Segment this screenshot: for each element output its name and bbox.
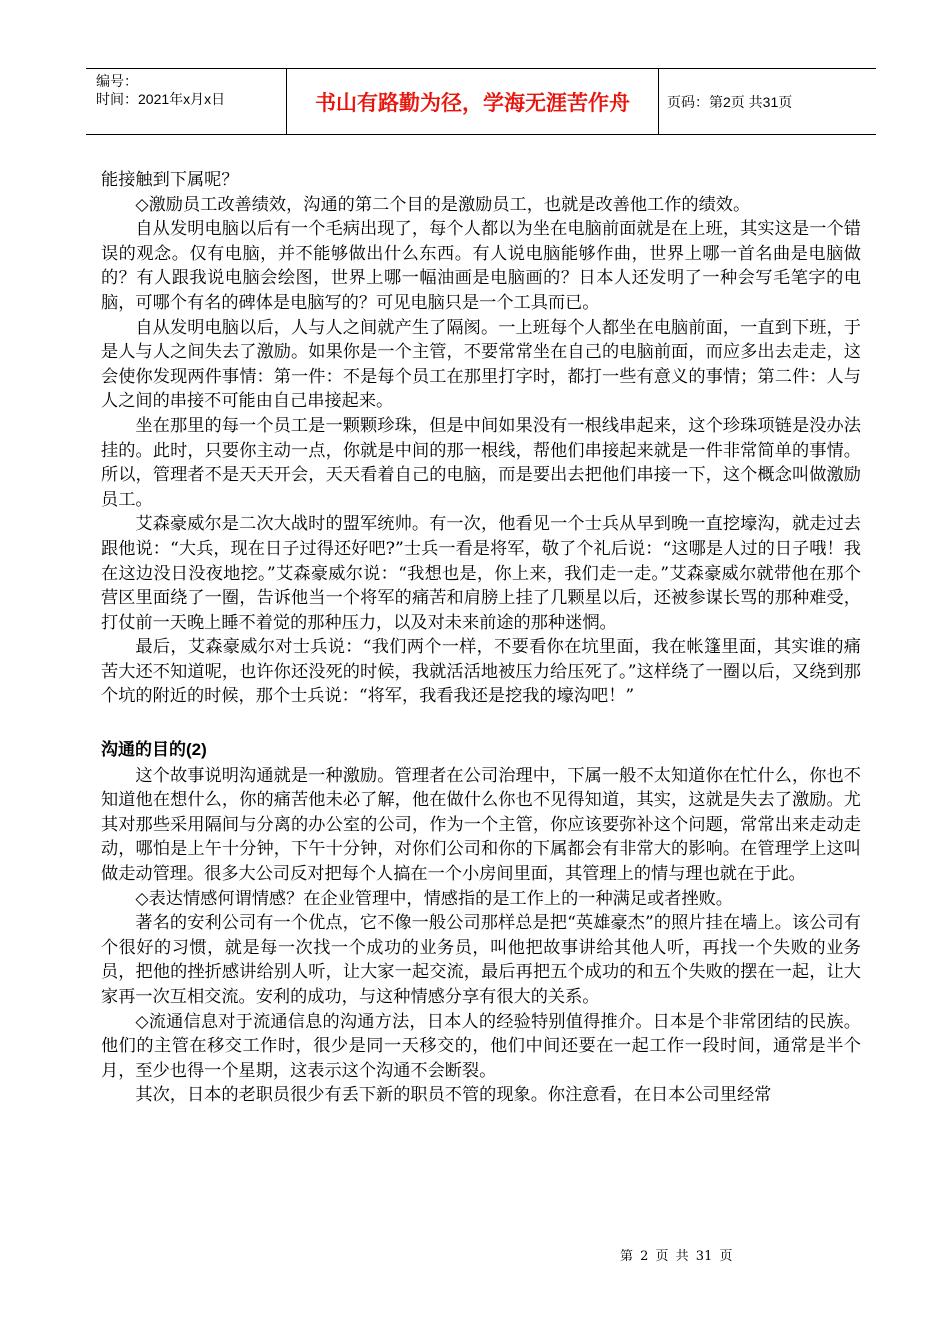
paragraph: 坐在那里的每一个员工是一颗颗珍珠，但是中间如果没有一根线串起来，这个珍珠项链是没办法挂的。此时，只要你主动一点，你就是中间的那一根线，帮他们串接起来就是一件非常简单的事情。所以，管理者不是天天开会，天天看着自己的电脑，而是要出去把他们串接一下，这个概念叫做激励员工。 <box>101 415 861 510</box>
paragraph: 著名的安利公司有一个优点，它不像一般公司那样总是把“英雄豪杰”的照片挂在墙上。该公司有个很好的习惯，就是每一次找一个成功的业务员，叫他把故事讲给其他人听，再找一个失败的业务员，把他的挫折感讲给别人听，让大家一起交流，最后再把五个成功的和五个失败的摆在一起，让大家再一次互相交流。安利的成功，与这种情感分享有很大的关系。 <box>101 913 861 1007</box>
paragraph: 最后，艾森豪威尔对士兵说：“我们两个一样，不要看你在坑里面，我在帐篷里面，其实谁的痛苦大还不知道呢，也许你还没死的时候，我就活活地被压力给压死了。”这样绕了一圈以后，又绕到那个坑的附近的时候，那个士兵说：“将军，我看我还是挖我的壕沟吧！” <box>101 637 861 707</box>
paragraph: 艾森豪威尔是二次大战时的盟军统帅。有一次，他看见一个士兵从早到晚一直挖壕沟，就走过去跟他说：“大兵，现在日子过得还好吧?”士兵一看是将军，敬了个礼后说：“这哪是人过的日子哦！我在这边没日没夜地挖。”艾森豪威尔说：“我想也是，你上来，我们走一走。”艾森豪威尔就带他在那个营区里面绕了一圈，告诉他当一个将军的痛苦和肩膀上挂了几颗星以后，还被参谋长骂的那种难受，打仗前一天晚上睡不着觉的那种压力，以及对未来前途的那种迷惘。 <box>101 514 861 633</box>
paragraph: 自从发明电脑以后，人与人之间就产生了隔阂。一上班每个人都坐在电脑前面，一直到下班，于是人与人之间失去了激励。如果你是一个主管，不要常常坐在自己的电脑前面，而应多出去走走，这会使你发现两件事情：第一件：不是每个员工在那里打字时，都打一些有意义的事情；第二件：人与人之间的串接不可能由自己串接起来。 <box>101 317 861 412</box>
paragraph: 这个故事说明沟通就是一种激励。管理者在公司治理中，下属一般不太知道你在忙什么，你也不知道他在想什么，你的痛苦他未必了解，他在做什么你也不见得知道，其实，这就是失去了激励。尤其对那些采用隔间与分离的办公室的公司，作为一个主管，你应该要弥补这个问题，常常出来走动走动，哪怕是上午十分钟，下午十分钟，对你们公司和你的下属都会有非常大的影响。在管理学上这叫做走动管理。很多大公司反对把每个人搞在一个小房间里面，其管理上的情与理也就在于此。 <box>101 765 861 885</box>
document-body <box>101 168 861 1108</box>
date-label: 时间：2021年x月x日 <box>96 91 226 107</box>
header-meta-cell <box>86 69 287 134</box>
paragraph: ◇流通信息对于流通信息的沟通方法，日本人的经验特别值得推介。日本是个非常团结的民族。他们的主管在移交工作时，很少是同一天移交的，他们中间还要在一起工作一段时间，通常是半个月，至少也得一个星期，这表示这个沟通不会断裂。 <box>101 1011 861 1081</box>
header-page-info: 页码：第2页 共31页 <box>667 93 793 110</box>
page-footer: 第 2 页 共 31 页 <box>620 1249 733 1264</box>
paragraph: 能接触到下属呢？ <box>101 170 239 190</box>
paragraph: 其次，日本的老职员很少有丢下新的职员不管的现象。你注意看，在日本公司里经常 <box>135 1085 772 1106</box>
serial-number-label: 编号： <box>96 73 138 89</box>
paragraph: ◇表达情感何谓情感？在企业管理中，情感指的是工作上的一种满足或者挫败。 <box>135 888 733 909</box>
section-heading: 沟通的目的(2) <box>101 740 207 760</box>
page-header <box>86 68 876 135</box>
paragraph: 自从发明电脑以后有一个毛病出现了，每个人都以为坐在电脑前面就是在上班，其实这是一个错误的观念。仅有电脑，并不能够做出什么东西。有人说电脑能够作曲，世界上哪一首名曲是电脑做的？有人跟我说电脑会绘图，世界上哪一幅油画是电脑画的？日本人还发明了一种会写毛笔字的电脑，可哪个有名的碑体是电脑写的？可见电脑只是一个工具而已。 <box>101 219 861 313</box>
header-motto: 书山有路勤为径，学海无涯苦作舟 <box>287 69 659 134</box>
paragraph: ◇激励员工改善绩效，沟通的第二个目的是激励员工，也就是改善他工作的绩效。 <box>135 194 751 215</box>
